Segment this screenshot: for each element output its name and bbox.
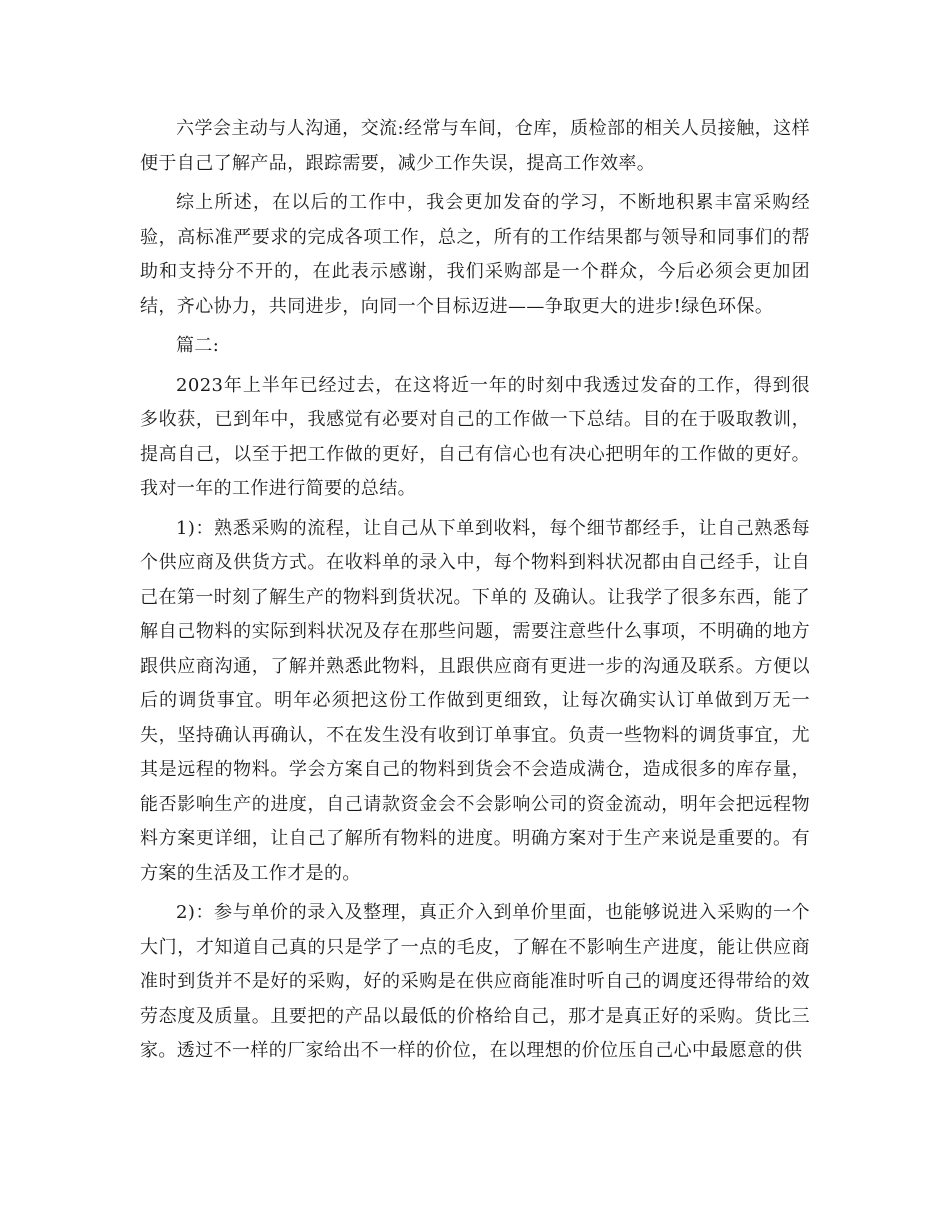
paragraph-intro: 2023年上半年已经过去，在这将近一年的时刻中我透过发奋的工作，得到很多收获，已到年中，我感觉有必要对自己的工作做一下总结。目的在于吸取教训，提高自己，以至于把工作做的更好，自己有信心也有决心把明年的工作做的更好。我对一年的工作进行简要的总结。	[140, 374, 810, 499]
paragraph-communication: 六学会主动与人沟通，交流:经常与车间，仓库，质检部的相关人员接触，这样便于自己了解产品，跟踪需要，减少工作失误，提高工作效率。	[140, 118, 810, 174]
section-heading-part-two: 篇二:	[176, 335, 220, 356]
paragraph-summary: 综上所述，在以后的工作中，我会更加发奋的学习，不断地积累丰富采购经验，高标准严要求的完成各项工作，总之，所有的工作结果都与领导和同事们的帮助和支持分不开的，在此表示感谢，我们采购部是一个群众，今后必须会更加团结，齐心协力，共同进步，向同一个目标迈进——争取更大的进步!绿色环保。	[140, 192, 810, 317]
paragraph-item-2: 2)：参与单价的录入及整理，真正介入到单价里面，也能够说进入采购的一个大门，才知道自己真的只是学了一点的毛皮，了解在不影响生产进度，能让供应商准时到货并不是好的采购，好的采购是在供应商能准时听自己的调度还得带给的效劳态度及质量。且要把的产品以最低的价格给自己，那才是真正好的采购。货比三家。透过不一样的厂家给出不一样的价位，在以理想的价位压自己心中最愿意的供	[140, 902, 810, 1061]
paragraph-item-1: 1)：熟悉采购的流程，让自己从下单到收料，每个细节都经手，让自己熟悉每个供应商及供货方式。在收料单的录入中，每个物料到料状况都由自己经手，让自己在第一时刻了解生产的物料到货状况。下单的 及确认。让我学了很多东西，能了解自己物料的实际到料状况及存在那些问题，需要注意些什么事项，不明确的地方跟供应商沟通，了解并熟悉此物料，且跟供应商有更进一步的沟通及联系。方便以后的调货事宜。明年必须把这份工作做到更细致，让每次确实认订单做到万无一失，坚持确认再确认，不在发生没有收到订单事宜。负责一些物料的调货事宜，尤其是远程的物料。学会方案自己的物料到货会不会造成满仓，造成很多的库存量，能否影响生产的进度，自己请款资金会不会影响公司的资金流动，明年会把远程物料方案更详细，让自己了解所有物料的进度。明确方案对于生产来说是重要的。有方案的生活及工作才是的。	[140, 517, 810, 884]
document-page	[140, 112, 810, 1069]
